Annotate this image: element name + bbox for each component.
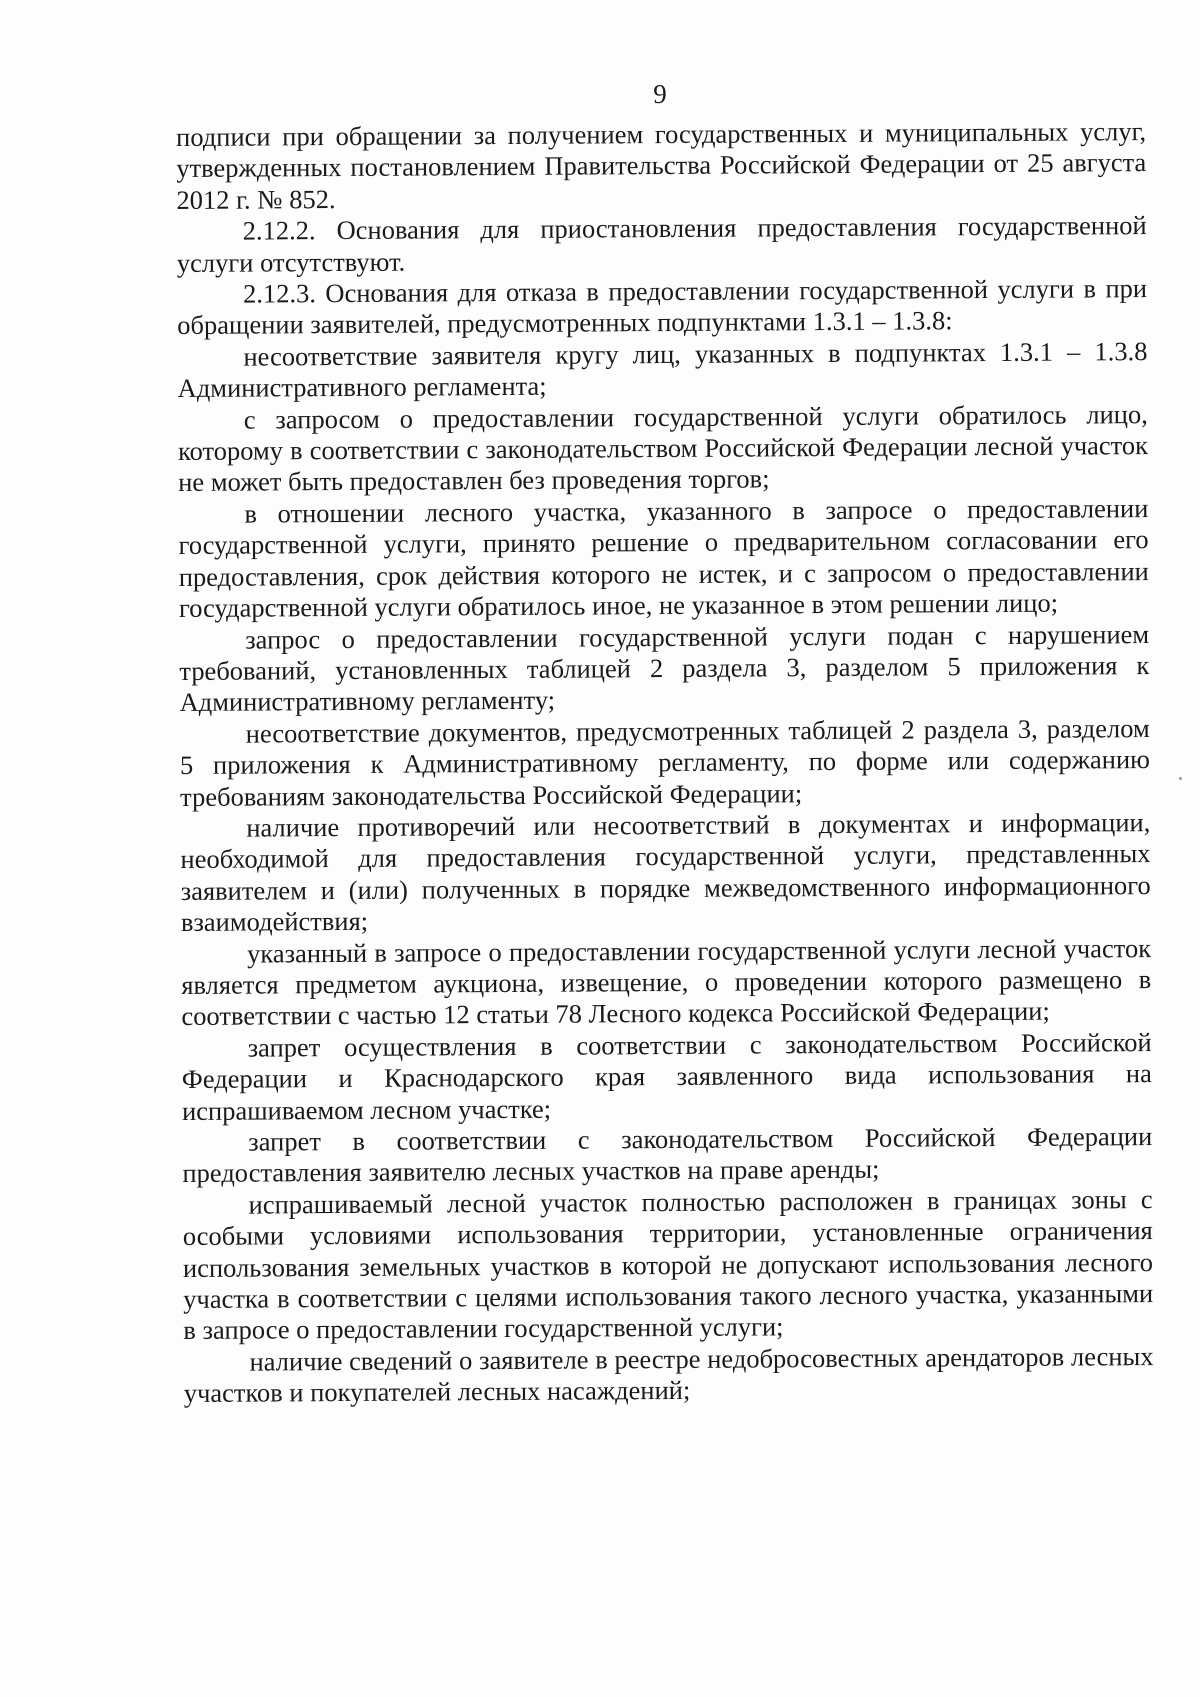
paragraph-2-12-2: 2.12.2. Основания для приостановления предоставления государственной услуги отсутствуют. [176, 210, 1147, 278]
refusal-ground-lease-prohibited: запрет в соответствии с законодательством Российской Федерации предоставления заявителю лесных участков на праве аренды; [182, 1121, 1153, 1189]
document-body [176, 116, 1154, 1410]
refusal-ground-documents-mismatch: несоответствие документов, предусмотренных таблицей 2 раздела 3, разделом 5 приложения к Административному регламенту, по форме или содержанию требованиям законодательства Российской Федерации; [179, 712, 1151, 812]
scan-speck [1179, 777, 1182, 780]
page-number: 9 [653, 79, 667, 109]
refusal-ground-special-zone: испрашиваемый лесной участок полностью расположен в границах зоны с особыми условиями использования территории, установленные ограничения использования земельных участков в которой не допускают использования лесного участка в соответствии с целями использования такого лесного участка, указанными в запросе о предоставлении государственной услуги; [182, 1183, 1154, 1346]
refusal-ground-no-auction: с запросом о предоставлении государственной услуги обратилось лицо, которому в соответствии с законодательством Российской Федерации лесной участок не может быть предоставлен без проведения торгов; [177, 398, 1149, 498]
refusal-ground-unfair-registry: наличие сведений о заявителе в реестре недобросовестных арендаторов лесных участков и покупателей лесных насаждений; [183, 1340, 1154, 1409]
refusal-ground-auction-subject: указанный в запросе о предоставлении государственной услуги лесной участок является предметом аукциона, извещение, о проведении которого размещено в соответствии с частью 12 статьи 78 Лесного кодекса Российской Федерации; [181, 932, 1152, 1032]
refusal-ground-contradictions: наличие противоречий или несоответствий в документах и информации, необходимой для предоставления государственной услуги, представленных заявителем и (или) полученных в порядке межведомственного информационного взаимодействия; [180, 806, 1151, 938]
refusal-ground-use-prohibited: запрет осуществления в соответствии с законодательством Российской Федерации и Краснодарского края заявленного вида использования на испрашиваемом лесном участке; [181, 1026, 1152, 1126]
refusal-ground-request-violation: запрос о предоставлении государственной услуги подан с нарушением требований, установленных таблицей 2 раздела 3, разделом 5 приложения к Административному регламенту; [179, 618, 1150, 718]
refusal-ground-applicant-mismatch: несоответствие заявителя кругу лиц, указанных в подпунктах 1.3.1 – 1.3.8 Административного регламента; [177, 335, 1148, 404]
refusal-ground-prior-approval: в отношении лесного участка, указанного в запросе о предоставлении государственной услуги, принято решение о предварительном согласовании его предоставления, срок действия которого не истек, и с запросом о предоставлении государственной услуги обратилось иное, не указанное в этом решении лицо; [178, 492, 1149, 624]
paragraph-continuation: подписи при обращении за получением государственных и муниципальных услуг, утвержденных постановлением Правительства Российской Федерации от 25 августа 2012 г. № 852. [176, 116, 1147, 215]
paragraph-2-12-3: 2.12.3. Основания для отказа в предоставлении государственной услуги в при обращении заявителей, предусмотренных подпунктами 1.3.1 – 1.3.8: [177, 273, 1148, 341]
